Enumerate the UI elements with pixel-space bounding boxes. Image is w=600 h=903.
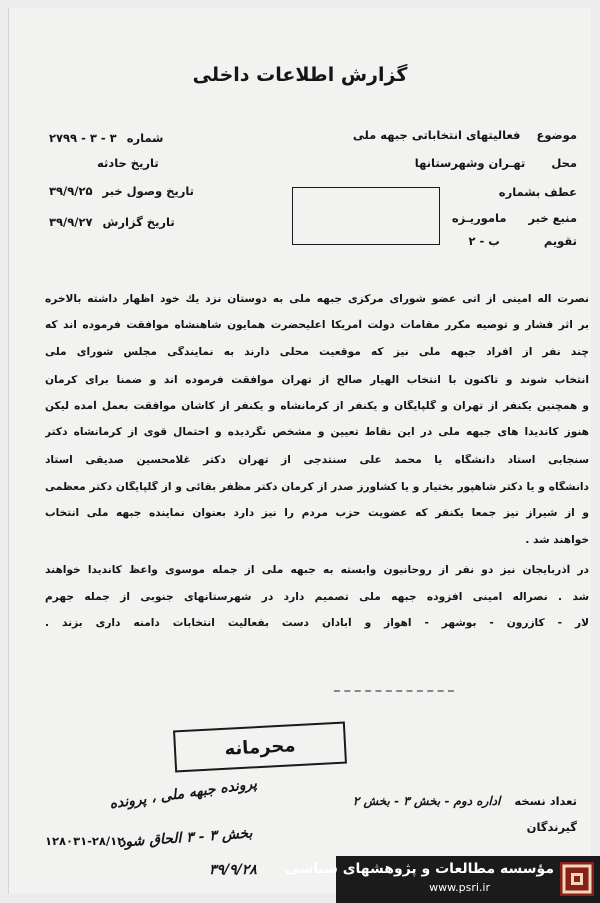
place-row bbox=[415, 156, 577, 170]
event-date-row bbox=[97, 156, 159, 170]
ref-row bbox=[499, 185, 577, 199]
body-line: در آذربایجان نیز دو نفر از روحانیون وابسته به جبهه ملی از جمله موسوی واعظ کاندیدا خواهند bbox=[45, 564, 589, 576]
institute-name: مؤسسه مطالعات و پژوهشهای سیاسی bbox=[285, 861, 554, 877]
report-date-value: ۳۹/۹/۲۷ bbox=[49, 215, 93, 229]
subject-label: موضوع bbox=[536, 128, 577, 142]
place-label: محل bbox=[551, 156, 577, 170]
body-line: و از شیراز نیز جمعا یکنفر که عضویت حزب مردم را نیز دارد بعنوان نماینده جبهه ملی انتخاب bbox=[45, 507, 589, 519]
body-line: هنوز کاندیدا های جبهه ملی در این نقاط تعیین و مشخص نگردیده و احتمال قوی از کرمانشاه دکتر bbox=[45, 426, 589, 438]
received-value: ۳۹/۹/۲۵ bbox=[49, 184, 93, 198]
place-value: تهـران وشهرستانها bbox=[414, 156, 526, 170]
ref-label: عطف بشماره bbox=[498, 185, 577, 199]
confidential-stamp: محرمانه bbox=[173, 722, 347, 773]
subject-value: فعالیتهای انتخاباتی جبهه ملی bbox=[352, 128, 521, 142]
received-label: تاریخ وصول خبر bbox=[102, 184, 194, 198]
psri-logo-icon bbox=[560, 862, 594, 896]
report-date-row bbox=[49, 215, 175, 229]
received-row bbox=[49, 184, 194, 198]
number-label: شماره bbox=[126, 131, 164, 145]
calendar-label: تقویم bbox=[543, 234, 577, 248]
body-line: چند نفر از افراد جبهه ملی نیز که موقعیت محلی دارند به نمایندگی مجلس شورای ملی bbox=[45, 346, 589, 358]
left-number: ۱۲۸۰۳۱-۲۸/۱۲ bbox=[45, 834, 125, 848]
calendar-row bbox=[468, 234, 577, 248]
number-value: ۳ - ۳ - ۲۷۹۹ bbox=[49, 131, 117, 145]
body-line: دانشگاه و یا دکتر شاهپور بختیار و یا کشاورز صدر از کرمان دکتر مظفر بقائی و از گلپایگان دکتر معظمی bbox=[45, 481, 589, 493]
body-line: نصرت اله امینی از اتی عضو شورای مرکزی جبهه ملی به دوستان نزد یك خود اظهار داشته بالاخره bbox=[45, 293, 589, 305]
subject-row bbox=[353, 128, 577, 142]
report-title: گزارش اطلاعات داخلی bbox=[192, 64, 408, 86]
calendar-value: ب - ۲ bbox=[468, 234, 500, 248]
body-line: بر اثر فشار و توصیه مکرر مقامات دولت آمریکا اعلیحضرت همایون شاهنشاه موافقت فرموده اند که bbox=[45, 319, 589, 331]
body-line: و همچنین یکنفر از تهران و گلپایگان و یکنفر از کرمانشاه و یکنفر از کاشان موافقت بعمل آمده لیکن bbox=[45, 400, 589, 412]
report-page bbox=[8, 8, 591, 894]
body-line: خواهند شد . bbox=[525, 534, 589, 546]
body-line: لار - کازرون - بوشهر - اهواز و آبادان دست بفعالیت انتخابات دامنه داری بزند . bbox=[45, 617, 589, 629]
header-stamp-box bbox=[292, 187, 440, 245]
handwritten-note-3: ۳۹/۹/۲۸ bbox=[209, 862, 257, 878]
faint-rule bbox=[334, 690, 454, 692]
source-label: منبع خبر bbox=[528, 211, 577, 225]
recipients-label: گیرندگان bbox=[526, 820, 577, 834]
recipients-row bbox=[527, 820, 577, 834]
source-value: ماموریـزه bbox=[451, 211, 507, 225]
institute-watermark bbox=[285, 856, 600, 903]
body-line: شد . نصراله امینی افزوده جبهه ملی تصمیم دارد در شهرستانهای جنوبی از جمله جهرم bbox=[45, 591, 589, 603]
event-date-label: تاریخ حادثه bbox=[97, 156, 159, 170]
body-line: انتخاب شوند و تاکنون با انتخاب الهیار صالح از تهران موافقت فرموده اند و ضمنا برای کرمان bbox=[45, 374, 589, 386]
handwritten-note-2: بخش ۳ - ۳ الحاق شود bbox=[118, 825, 253, 851]
number-row bbox=[49, 131, 163, 145]
copies-value: اداره دوم - بخش ۳ - بخش ۲ bbox=[352, 794, 501, 808]
report-date-label: تاریخ گزارش bbox=[102, 215, 175, 229]
copies-label: تعداد نسخه bbox=[514, 794, 577, 808]
handwritten-note-1: پرونده جبهه ملی ، پرونده bbox=[108, 775, 258, 813]
copies-row bbox=[353, 794, 577, 808]
body-line: سنجابی استاد دانشگاه یا محمد علی سنتدجی از تهران دکتر غلامحسین صدیقی استاد bbox=[45, 454, 589, 466]
source-row bbox=[452, 211, 577, 225]
institute-website[interactable]: www.psri.ir bbox=[429, 881, 490, 894]
